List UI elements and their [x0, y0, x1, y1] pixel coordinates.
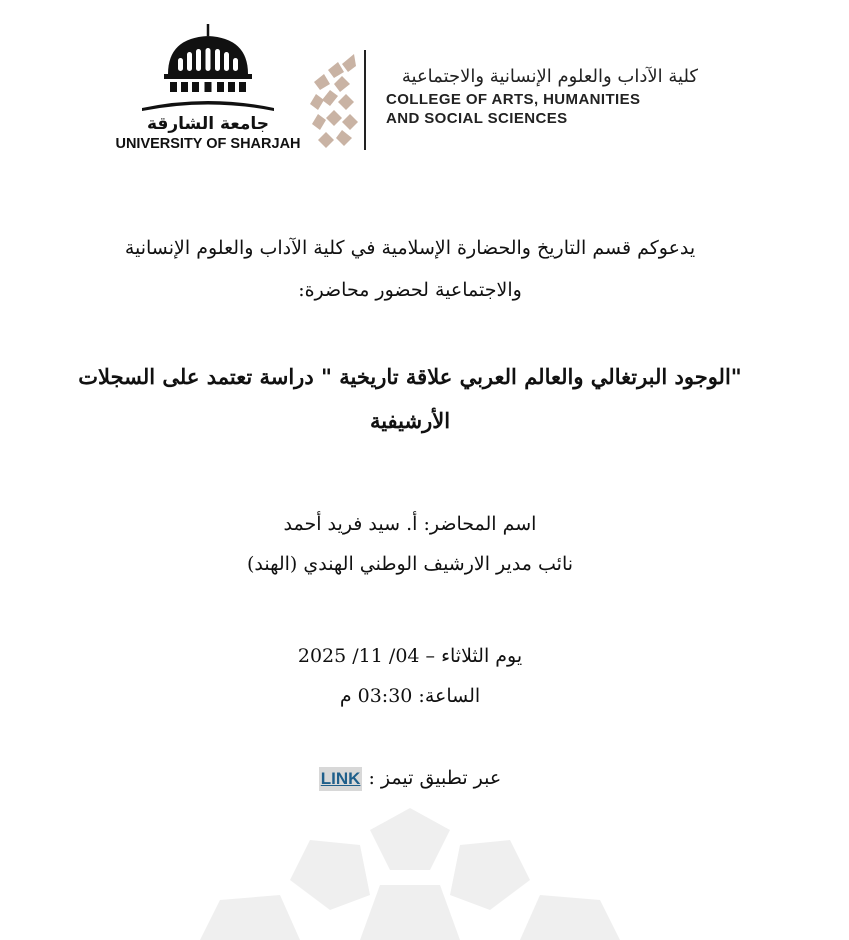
speaker-name: اسم المحاضر: أ. سيد فريد أحمد: [283, 513, 537, 535]
watermark-pattern-icon: [160, 800, 660, 940]
university-name-en: UNIVERSITY OF SHARJAH: [115, 136, 301, 152]
university-logo: [112, 22, 304, 152]
university-name-ar: جامعة الشارقة: [146, 114, 270, 134]
teams-via-text: عبر تطبيق تيمز :: [368, 767, 502, 789]
college-logo: [386, 64, 706, 128]
schedule: [60, 636, 760, 716]
online-line: [60, 758, 760, 798]
invitation-paragraph: [60, 227, 760, 311]
teams-link[interactable]: LINK: [319, 767, 363, 791]
online-access: [60, 758, 760, 798]
speaker-position: نائب مدير الارشيف الوطني الهندي (الهند): [246, 553, 574, 575]
college-name-ar: كلية الآداب والعلوم الإنسانية والاجتماعية: [401, 66, 698, 87]
invitation-line-1: يدعوكم قسم التاريخ والحضارة الإسلامية في كلية الآداب والعلوم الإنسانية: [124, 237, 696, 259]
header: [0, 0, 849, 170]
speaker-info: [60, 504, 760, 584]
invitation-line-2: والاجتماعية لحضور محاضرة:: [298, 279, 522, 301]
college-name-en-line1: COLLEGE OF ARTS, HUMANITIES: [386, 91, 641, 108]
lecture-title-line-1: "الوجود البرتغالي والعالم العربي علاقة تاريخية " دراسة تعتمد على السجلات: [78, 364, 742, 389]
dome-icon: [140, 22, 276, 112]
lecture-title-line-2: الأرشيفية: [369, 408, 451, 433]
college-pattern-icon: [308, 54, 358, 150]
header-divider: [364, 50, 366, 150]
lecture-title: [60, 355, 760, 443]
college-name-en-line2: AND SOCIAL SCIENCES: [386, 110, 568, 127]
lecture-date: يوم الثلاثاء – 04/ 11/ 2025: [297, 645, 523, 667]
lecture-time: الساعة: 03:30 م: [339, 685, 481, 707]
